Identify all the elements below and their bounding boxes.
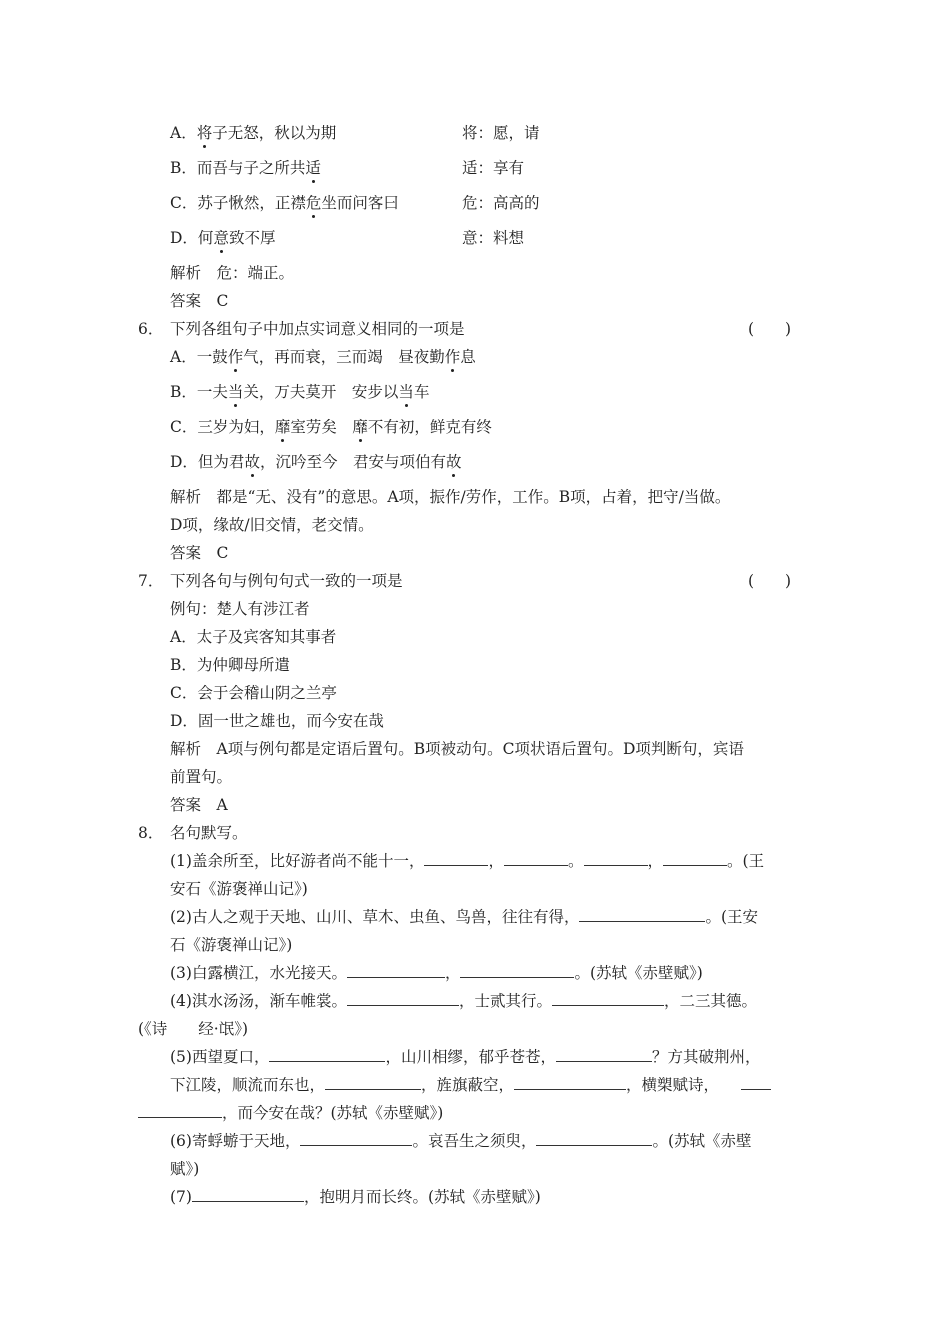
line-text: (7) bbox=[170, 1188, 192, 1206]
option-text: 子无怒，秋以为期 bbox=[212, 124, 337, 142]
q7-answer: 答案 A bbox=[170, 796, 228, 814]
line-text: ，二三其德。 bbox=[663, 992, 757, 1010]
dotted-word: 将 bbox=[196, 124, 213, 142]
line-text: ， bbox=[488, 852, 504, 870]
fill-blank[interactable] bbox=[579, 907, 705, 922]
line-text: (6)寄蜉蝣于天地， bbox=[170, 1132, 301, 1150]
q7-analysis-line1: 解析 A项与例句都是定语后置句。B项被动句。C项状语后置句。D项判断句，宾语 bbox=[170, 740, 744, 758]
q7-number: 7． bbox=[138, 572, 164, 590]
q7-answer-paren: ( ) bbox=[748, 572, 792, 590]
line-text: ？方其破荆州， bbox=[651, 1048, 761, 1066]
line-text: (5)西望夏口， bbox=[170, 1048, 270, 1066]
line-text: ， bbox=[444, 964, 461, 982]
q6-option-c bbox=[170, 417, 492, 437]
fill-blank[interactable] bbox=[347, 963, 445, 978]
fill-blank[interactable] bbox=[424, 851, 488, 866]
q6-option-d bbox=[170, 452, 461, 472]
fill-blank[interactable] bbox=[325, 1075, 421, 1090]
line-text: (1)盖余所至，比好游者尚不能十一， bbox=[170, 852, 425, 870]
dotted-word: 危 bbox=[305, 194, 322, 212]
q7-analysis-line2: 前置句。 bbox=[170, 768, 233, 786]
option-prefix: D．何 bbox=[170, 229, 214, 247]
fill-blank[interactable] bbox=[138, 1103, 222, 1118]
q5-option-c bbox=[170, 193, 399, 213]
option-text: D．但为君 bbox=[170, 453, 245, 471]
q5-note-c: 危：高高的 bbox=[462, 194, 540, 212]
q8-item-2-source: 石《游褒禅山记》) bbox=[170, 936, 293, 954]
q8-item-5-line1 bbox=[170, 1047, 761, 1067]
line-text: ，旌旗蔽空， bbox=[421, 1076, 515, 1094]
q7-example: 例句：楚人有涉江者 bbox=[170, 600, 310, 618]
q6-analysis-line1: 解析 都是“无、没有”的意思。A项，振作/劳作，工作。B项，占着，把守/当做。 bbox=[170, 488, 731, 506]
q8-item-3 bbox=[170, 963, 703, 983]
option-text: 坐而问客曰 bbox=[321, 194, 399, 212]
option-text: 息 bbox=[460, 348, 476, 366]
dotted-word: 适 bbox=[305, 159, 321, 177]
dotted-word: 作 bbox=[227, 348, 244, 366]
q7-option-a: A．太子及宾客知其事者 bbox=[170, 628, 337, 646]
q6-number: 6． bbox=[138, 320, 164, 338]
line-text: (3)白露横江，水光接天。 bbox=[170, 964, 347, 982]
line-text: 。(王安 bbox=[705, 908, 759, 926]
option-text: 气，再而衰，三而竭 昼夜勤 bbox=[243, 348, 445, 366]
q8-item-4-source: (《诗 经·氓》) bbox=[138, 1020, 249, 1038]
q6-stem: 下列各组句子中加点实词意义相同的一项是 bbox=[170, 320, 465, 338]
q8-item-5-line3 bbox=[138, 1103, 443, 1123]
q6-option-b bbox=[170, 382, 429, 402]
fill-blank[interactable] bbox=[504, 851, 568, 866]
q6-answer-paren: ( ) bbox=[748, 320, 792, 338]
fill-blank[interactable] bbox=[514, 1075, 626, 1090]
q5-answer: 答案 C bbox=[170, 292, 229, 310]
q8-item-6 bbox=[170, 1131, 752, 1151]
q8-stem: 名句默写。 bbox=[170, 824, 248, 842]
fill-blank[interactable] bbox=[300, 1131, 412, 1146]
dotted-word: 当 bbox=[227, 383, 244, 401]
line-text: ，山川相缪，郁乎苍苍， bbox=[385, 1048, 556, 1066]
fill-blank[interactable] bbox=[663, 851, 727, 866]
q8-item-6-source: 赋》) bbox=[170, 1160, 200, 1178]
q5-note-a: 将：愿，请 bbox=[462, 124, 540, 142]
fill-blank[interactable] bbox=[556, 1047, 652, 1062]
dotted-word: 故 bbox=[244, 453, 260, 471]
dotted-word: 作 bbox=[444, 348, 461, 366]
line-text: (2)古人之观于天地、山川、草木、虫鱼、鸟兽，往往有得， bbox=[170, 908, 580, 926]
option-text: ，沉吟至今 君安与项伯有 bbox=[259, 453, 446, 471]
option-prefix: B．而吾与子之所共 bbox=[170, 159, 306, 177]
q5-note-d: 意：料想 bbox=[462, 229, 525, 247]
q5-analysis: 解析 危：端正。 bbox=[170, 264, 295, 282]
dotted-word: 故 bbox=[445, 453, 462, 471]
q6-answer: 答案 C bbox=[170, 544, 229, 562]
line-text: 。哀吾生之须臾， bbox=[412, 1132, 537, 1150]
line-text: (4)淇水汤汤，渐车帷裳。 bbox=[170, 992, 347, 1010]
q8-number: 8． bbox=[138, 824, 164, 842]
option-text: C．三岁为妇， bbox=[170, 418, 275, 436]
option-text: 车 bbox=[413, 383, 430, 401]
fill-blank[interactable] bbox=[584, 851, 648, 866]
fill-blank[interactable] bbox=[552, 991, 664, 1006]
dotted-word: 靡 bbox=[352, 418, 368, 436]
fill-blank[interactable] bbox=[460, 963, 574, 978]
q8-item-1 bbox=[170, 851, 764, 871]
q5-option-d bbox=[170, 228, 275, 248]
q7-stem: 下列各句与例句句式一致的一项是 bbox=[170, 572, 403, 590]
q6-option-a bbox=[170, 347, 476, 367]
option-text: 致不厚 bbox=[228, 229, 276, 247]
option-text: 室劳矣 bbox=[290, 418, 353, 436]
line-text: ，士贰其行。 bbox=[458, 992, 552, 1010]
fill-blank[interactable] bbox=[347, 991, 459, 1006]
dotted-word: 靡 bbox=[274, 418, 291, 436]
line-text: 。(苏轼《赤壁赋》) bbox=[574, 964, 703, 982]
q8-item-7 bbox=[170, 1187, 541, 1207]
option-prefix: C．苏子愀然，正襟 bbox=[170, 194, 306, 212]
fill-blank[interactable] bbox=[192, 1187, 304, 1202]
option-text: A．一鼓 bbox=[170, 348, 228, 366]
q8-item-1-source: 安石《游褒禅山记》) bbox=[170, 880, 308, 898]
line-text: ，横槊赋诗， bbox=[626, 1076, 720, 1094]
fill-blank[interactable] bbox=[269, 1047, 385, 1062]
line-text: ，抱明月而长终。(苏轼《赤壁赋》) bbox=[303, 1188, 541, 1206]
q8-item-5-line2 bbox=[170, 1075, 771, 1095]
dotted-word: 当 bbox=[398, 383, 414, 401]
fill-blank[interactable] bbox=[536, 1131, 652, 1146]
q7-option-c: C．会于会稽山阴之兰亭 bbox=[170, 684, 337, 702]
line-text: 下江陵，顺流而东也， bbox=[170, 1076, 326, 1094]
line-text: ， bbox=[647, 852, 664, 870]
line-text: ，而今安在哉？(苏轼《赤壁赋》) bbox=[222, 1104, 444, 1122]
line-text: 。(王 bbox=[727, 852, 765, 870]
dotted-word: 意 bbox=[213, 229, 229, 247]
line-text: 。 bbox=[567, 852, 584, 870]
q5-option-b bbox=[170, 158, 321, 178]
option-text: 关，万夫莫开 安步以 bbox=[243, 383, 399, 401]
q6-analysis-line2: D项，缘故/旧交情，老交情。 bbox=[170, 516, 374, 534]
option-text: 不有初，鲜克有终 bbox=[367, 418, 492, 436]
q5-note-b: 适：享有 bbox=[462, 159, 525, 177]
q5-option-a bbox=[170, 123, 336, 143]
q7-option-d: D．固一世之雄也，而今安在哉 bbox=[170, 712, 384, 730]
option-prefix: A． bbox=[170, 124, 197, 142]
fill-blank[interactable] bbox=[741, 1075, 771, 1090]
line-text: 。(苏轼《赤壁 bbox=[652, 1132, 752, 1150]
option-text: B．一夫 bbox=[170, 383, 228, 401]
q7-option-b: B．为仲卿母所遣 bbox=[170, 656, 290, 674]
q8-item-2 bbox=[170, 907, 758, 927]
q8-item-4 bbox=[170, 991, 757, 1011]
